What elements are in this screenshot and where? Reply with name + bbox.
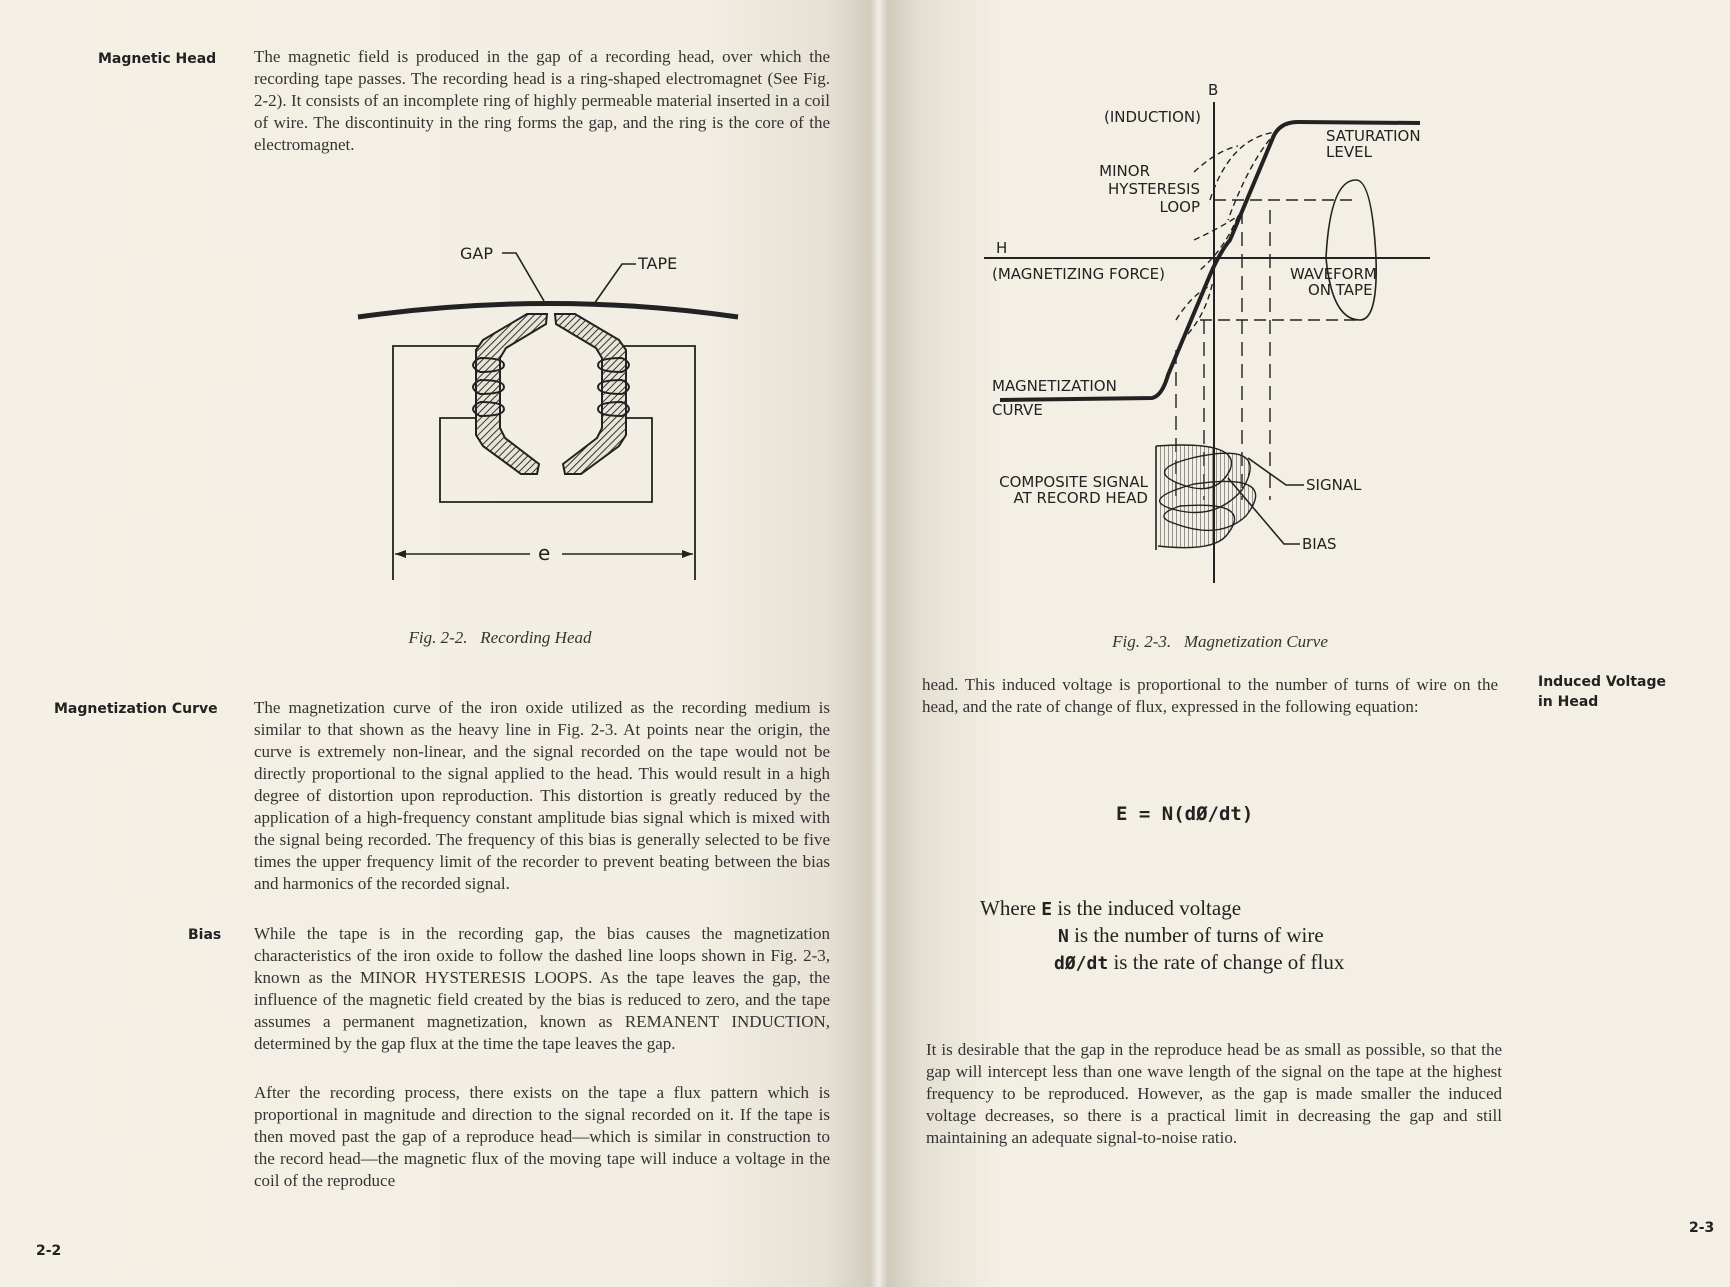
paragraph-magnetic-head: The magnetic field is produced in the gap of a recording head, over which the recording tape passes. The recording head is a ring-shaped electromagnet (See Fig. 2-2). It consists of an incomplete ring of highly permeable material inserted in a coil of wire. The discontinuity in the ring forms the gap, and the ring is the core of the electromagnet. (254, 47, 830, 154)
signal-leader-line (1248, 458, 1304, 485)
signal-label: SIGNAL (1306, 476, 1362, 494)
paragraph-induced-voltage: head. This induced voltage is proportional to the number of turns of wire on the head, and the rate of change of flux, expressed in the following equation: (922, 675, 1498, 716)
definition-n: is the number of turns of wire (1074, 923, 1324, 947)
side-head-induced-voltage (1538, 672, 1666, 712)
book-gutter (870, 0, 888, 1287)
minor-loop-label-2: HYSTERESIS (1108, 180, 1200, 198)
b-axis-label: B (1208, 81, 1219, 99)
composite-label-2: AT RECORD HEAD (1013, 489, 1148, 507)
e-label: e (538, 541, 551, 565)
where-line-dphi (1054, 950, 1344, 975)
waveform-label-1: WAVEFORM (1290, 265, 1377, 283)
magnetizing-force-label: (MAGNETIZING FORCE) (992, 265, 1165, 283)
caption-number: Fig. 2-3. (1112, 632, 1172, 651)
side-head-bias: Bias (188, 927, 222, 943)
symbol-e: E (1041, 899, 1053, 920)
figure-recording-head (340, 240, 760, 590)
symbol-n: N (1058, 926, 1069, 947)
side-head-magnetization-curve: Magnetization Curve (54, 701, 218, 717)
tape-leader-line (594, 264, 636, 304)
paragraph-magnetization-curve: The magnetization curve of the iron oxide utilized as the recording medium is similar to that shown as the heavy line in Fig. 2-3. At points near the origin, the curve is extremely non-linear, and the signal recorded on the tape would not be directly proportional to the signal applied to the head. This would result in a high degree of distortion upon reproduction. This distortion is greatly reduced by the application of a high-frequency constant amplitude bias signal which is mixed with the signal being recorded. The frequency of this bias is generally selected to be five times the upper frequency limit of the recorder to prevent beating between the bias and harmonics of the recorded signal. (254, 698, 830, 893)
where-word: Where (980, 896, 1036, 920)
h-axis-label: H (996, 239, 1008, 257)
definition-dphi: is the rate of change of flux (1113, 950, 1345, 974)
caption-number: Fig. 2-2. (408, 628, 468, 647)
symbol-dphi: dØ/dt (1054, 953, 1109, 974)
page-number-right: 2-3 (1689, 1220, 1715, 1236)
figure-2-3-caption (1060, 632, 1380, 652)
caption-title: Recording Head (480, 628, 592, 647)
tape-label: TAPE (638, 254, 678, 273)
minor-loop-label-1: MINOR (1099, 162, 1150, 180)
figure-magnetization-curve (980, 80, 1440, 590)
minor-loop-label-3: LOOP (1159, 198, 1200, 216)
tape-line (358, 304, 738, 318)
composite-signal-wave (1156, 445, 1256, 548)
figure-2-2-caption (340, 628, 660, 648)
gap-leader-line (502, 253, 544, 301)
page-number-left: 2-2 (36, 1243, 62, 1259)
waveform-label-2: ON TAPE (1308, 281, 1373, 299)
saturation-label-1: SATURATION (1326, 127, 1421, 145)
paragraph-bias: While the tape is in the recording gap, the bias causes the magnetization characteristics of the iron oxide to follow the dashed line loops shown in Fig. 2-3, known as the MINOR HYSTERESIS LOOPS. As the tape leaves the gap, the influence of the magnetic field created by the bias is reduced to zero, and the tape assumes a permanent magnetization, known as REMANENT INDUCTION, determined by the gap flux at the time the tape leaves the gap. (254, 924, 830, 1053)
where-line-n (1058, 923, 1324, 948)
magnetization-curve-label-1: MAGNETIZATION (992, 377, 1117, 395)
gap-label: GAP (460, 244, 493, 263)
magnetization-curve-label-2: CURVE (992, 401, 1043, 419)
paragraph-after-recording: After the recording process, there exists on the tape a flux pattern which is proportional in magnitude and direction to the signal recorded on it. If the tape is then moved past the gap of a reproduce head—which is similar in construction to the record head—the magnetic flux of the moving tape will induce a voltage in the coil of the reproduce (254, 1083, 830, 1190)
side-head-line-2: in Head (1538, 694, 1599, 710)
caption-title: Magnetization Curve (1183, 632, 1328, 651)
definition-e: is the induced voltage (1057, 896, 1242, 920)
composite-label-1: COMPOSITE SIGNAL (999, 473, 1148, 491)
bias-label: BIAS (1302, 535, 1337, 553)
saturation-label-2: LEVEL (1326, 143, 1372, 161)
induction-label: (INDUCTION) (1104, 108, 1201, 126)
side-head-magnetic-head: Magnetic Head (98, 51, 217, 67)
paragraph-gap-size: It is desirable that the gap in the reproduce head be as small as possible, so that the gap will intercept less than one wave length of the signal on the tape at the highest frequency to be reproduced. However, as the gap is made smaller the induced voltage decreases, so there is a practical limit in decreasing the gap and still maintaining an adequate signal-to-noise ratio. (926, 1040, 1502, 1147)
side-head-line-1: Induced Voltage (1538, 674, 1666, 690)
where-line-e (980, 896, 1241, 921)
induced-voltage-equation: E = N(dØ/dt) (1116, 803, 1254, 825)
waveform-on-tape (1326, 180, 1376, 320)
